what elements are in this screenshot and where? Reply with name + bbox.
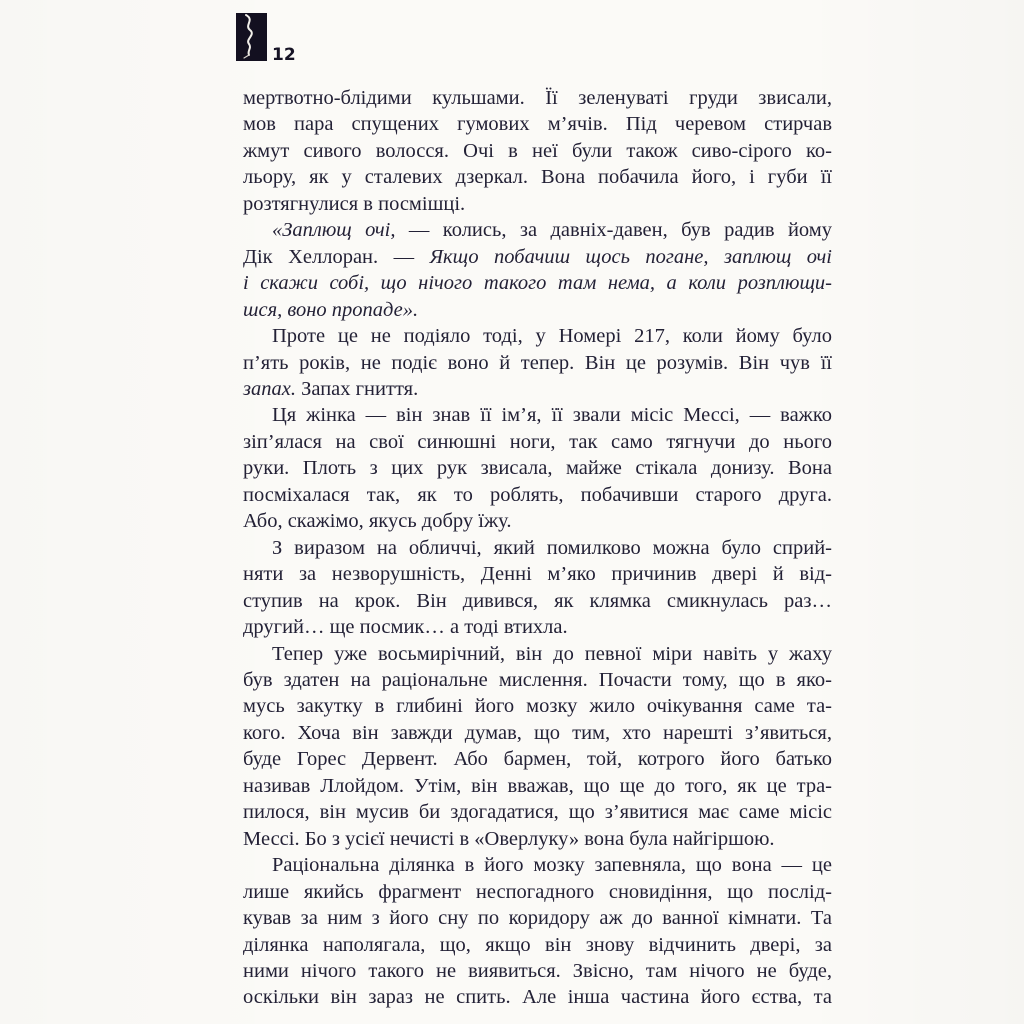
text-line bbox=[243, 693, 832, 719]
paragraph bbox=[243, 402, 832, 534]
text-segment: Дік Хеллоран. — bbox=[243, 245, 430, 268]
page-number: 12 bbox=[272, 45, 296, 65]
text-line bbox=[243, 879, 832, 905]
text-segment: був здатен на раціональне мислення. Почасти тому, що в яко- bbox=[243, 668, 832, 691]
text-segment: мертвотно-блідими кульшами. Її зеленуваті груди звисали, bbox=[243, 87, 832, 109]
text-line bbox=[243, 773, 832, 799]
italic-text-segment: і скажи собі, що нічого такого там нема, а коли розплющи- bbox=[243, 272, 832, 295]
text-line bbox=[243, 297, 832, 323]
paragraph bbox=[243, 852, 832, 1011]
text-segment: — колись, за давніх-давен, був радив йому bbox=[395, 219, 832, 242]
text-segment: ступив на крок. Він дивився, як клямка смикнулась раз… bbox=[243, 589, 832, 612]
text-line bbox=[243, 561, 832, 587]
text-segment: ділянка наполягала, що, якщо він знову відчинить двері, за bbox=[243, 933, 832, 956]
text-segment: Тепер уже восьмирічний, він до певної міри навіть у жаху bbox=[272, 642, 832, 665]
text-segment: руки. Плоть з цих рук звисала, майже стікала донизу. Вона bbox=[243, 457, 832, 480]
text-line bbox=[243, 508, 832, 534]
paragraph bbox=[243, 535, 832, 641]
text-segment: кував за ним з його сну по коридору аж до ванної кімнати. Та bbox=[243, 907, 832, 930]
page-text bbox=[243, 85, 832, 1011]
text-segment: Проте це не подіяло тоді, у Номері 217, коли йому було bbox=[272, 325, 832, 348]
text-line bbox=[243, 614, 832, 640]
text-line bbox=[243, 111, 832, 137]
text-segment: пилося, він мусив би здогадатися, що з’явитися має саме місіс bbox=[243, 801, 832, 824]
text-segment: мусь закутку в глибині його мозку жило очікування саме та- bbox=[243, 695, 832, 718]
text-segment: Ця жінка — він знав її ім’я, її звали місіс Мессі, — важко bbox=[272, 404, 832, 427]
text-segment: Мессі. Бо з усієї нечисті в «Оверлуку» вона була найгіршою. bbox=[243, 827, 775, 850]
text-segment: З виразом на обличчі, який помилково можна було сприй- bbox=[272, 536, 832, 559]
text-segment: буде Горес Дервент. Або бармен, той, котрого його батько bbox=[243, 748, 832, 771]
text-segment: жмут сивого волосся. Очі в неї були також сиво-сірого ко- bbox=[243, 139, 832, 162]
text-segment: Або, скажімо, якусь добру їжу. bbox=[243, 510, 512, 533]
text-line bbox=[243, 905, 832, 931]
text-line bbox=[243, 667, 832, 693]
text-segment: няти за незворушність, Денні м’яко причинив двері й від- bbox=[243, 563, 832, 586]
text-line bbox=[243, 323, 832, 349]
paragraph bbox=[243, 217, 832, 323]
text-line bbox=[243, 958, 832, 984]
text-segment: Запах гниття. bbox=[295, 377, 419, 400]
text-segment: Раціональна ділянка в його мозку запевняла, що вона — це bbox=[272, 854, 832, 877]
text-segment: ними нічого такого не виявиться. Звісно, там нічого не буде, bbox=[243, 959, 832, 982]
italic-text-segment: шся, воно пропаде». bbox=[243, 298, 419, 321]
text-segment: посміхалася так, як то роблять, побачивши старого друга. bbox=[243, 483, 832, 506]
text-line bbox=[243, 455, 832, 481]
text-segment: п’ять років, не подіє воно й тепер. Він це розумів. Він чув її bbox=[243, 351, 832, 374]
text-line bbox=[243, 270, 832, 296]
paragraph bbox=[243, 641, 832, 853]
text-line bbox=[243, 826, 832, 852]
text-line bbox=[243, 932, 832, 958]
italic-text-segment: Якщо побачиш щось погане, заплющ очі bbox=[429, 245, 832, 268]
text-line bbox=[243, 85, 832, 111]
text-line bbox=[243, 852, 832, 878]
text-line bbox=[243, 376, 832, 402]
text-line bbox=[243, 350, 832, 376]
text-segment: другий… ще посмик… а тоді втихла. bbox=[243, 616, 568, 639]
italic-text-segment: «Заплющ очі, bbox=[272, 219, 396, 242]
text-line bbox=[243, 482, 832, 508]
italic-text-segment: запах. bbox=[243, 377, 296, 400]
text-segment: мов пара спущених гумових м’ячів. Під черевом стирчав bbox=[243, 113, 832, 136]
text-line bbox=[243, 720, 832, 746]
text-segment: зіп’ялася на свої синюшні ноги, так само тягнучи до нього bbox=[243, 430, 832, 453]
paragraph bbox=[243, 323, 832, 402]
text-segment: лише якийсь фрагмент неспогадного сновидіння, що послід- bbox=[243, 880, 832, 903]
text-line bbox=[243, 138, 832, 164]
text-line bbox=[243, 535, 832, 561]
text-segment: оскільки він зараз не спить. Але інша частина його єства, та bbox=[243, 986, 832, 1009]
text-line bbox=[243, 402, 832, 428]
text-line bbox=[243, 191, 832, 217]
text-line bbox=[243, 984, 832, 1010]
text-line bbox=[243, 244, 832, 270]
text-line bbox=[243, 429, 832, 455]
text-segment: кого. Хоча він завжди думав, що тим, хто нарешті з’явиться, bbox=[243, 721, 832, 744]
text-line bbox=[243, 217, 832, 243]
text-line bbox=[243, 799, 832, 825]
smoke-wisp-ornament-icon bbox=[236, 13, 267, 61]
text-line bbox=[243, 588, 832, 614]
text-line bbox=[243, 164, 832, 190]
text-line bbox=[243, 641, 832, 667]
text-segment: називав Ллойдом. Утім, він вважав, що ще до того, як це тра- bbox=[243, 774, 832, 797]
text-line bbox=[243, 746, 832, 772]
text-segment: розтягнулися в посмішці. bbox=[243, 192, 466, 215]
paragraph bbox=[243, 85, 832, 217]
text-segment: льору, як у сталевих дзеркал. Вона побачила його, і губи її bbox=[243, 166, 832, 189]
